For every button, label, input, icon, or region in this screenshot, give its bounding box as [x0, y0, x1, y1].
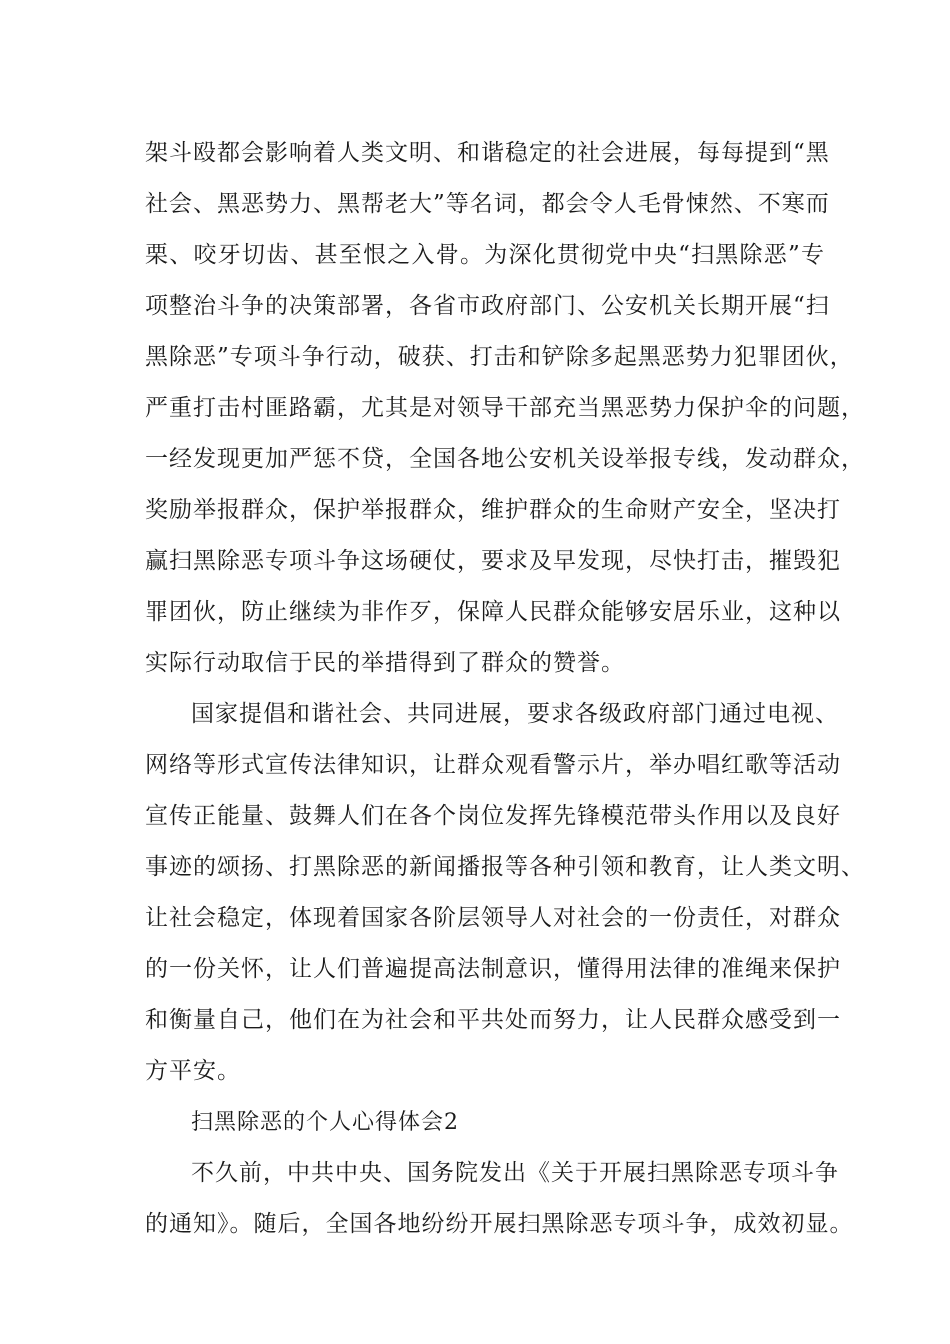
text-line: 实际行动取信于民的举措得到了群众的赞誉。 [145, 650, 625, 676]
text-line: 的一份关怀，让人们普遍提高法制意识，懂得用法律的准绳来保护 [145, 956, 841, 982]
text-line: 不久前，中共中央、国务院发出《关于开展扫黑除恶专项斗争 [191, 1160, 839, 1186]
document-body [145, 128, 865, 1250]
text-line: 赢扫黑除恶专项斗争这场硬仗，要求及早发现，尽快打击，摧毁犯 [145, 548, 841, 574]
text-line: 让社会稳定，体现着国家各阶层领导人对社会的一份责任，对群众 [145, 905, 841, 931]
text-line: 一经发现更加严惩不贷，全国各地公安机关设举报专线，发动群众， [145, 446, 865, 472]
text-line: 事迹的颂扬、打黑除恶的新闻播报等各种引领和教育，让人类文明、 [145, 854, 865, 880]
paragraph [145, 1148, 854, 1250]
text-line: 和衡量自己，他们在为社会和平共处而努力，让人民群众感受到一 [145, 1007, 841, 1033]
paragraph [145, 128, 865, 689]
text-line: 宣传正能量、鼓舞人们在各个岗位发挥先锋模范带头作用以及良好 [145, 803, 841, 829]
section-heading: 扫黑除恶的个人心得体会2 [191, 1110, 459, 1135]
text-line: 罪团伙，防止继续为非作歹，保障人民群众能够安居乐业，这种以 [145, 599, 841, 625]
text-line: 的通知》。随后，全国各地纷纷开展扫黑除恶专项斗争，成效初显。 [145, 1211, 854, 1237]
text-line: 社会、黑恶势力、黑帮老大”等名词，都会令人毛骨悚然、不寒而 [145, 191, 830, 217]
text-line: 架斗殴都会影响着人类文明、和谐稳定的社会进展，每每提到“黑 [145, 140, 830, 166]
text-line: 国家提倡和谐社会、共同进展，要求各级政府部门通过电视、 [191, 701, 839, 727]
text-line: 黑除恶”专项斗争行动，破获、打击和铲除多起黑恶势力犯罪团伙， [145, 344, 854, 370]
text-line: 项整治斗争的决策部署，各省市政府部门、公安机关长期开展“扫 [145, 293, 830, 319]
text-line: 严重打击村匪路霸，尤其是对领导干部充当黑恶势力保护伞的问题， [145, 395, 865, 421]
text-line: 栗、咬牙切齿、甚至恨之入骨。为深化贯彻党中央“扫黑除恶”专 [145, 242, 825, 268]
text-line: 奖励举报群众，保护举报群众，维护群众的生命财产安全，坚决打 [145, 497, 841, 523]
text-line: 方平安。 [145, 1058, 241, 1084]
paragraph [145, 689, 865, 1097]
text-line: 网络等形式宣传法律知识，让群众观看警示片，举办唱红歌等活动 [145, 752, 841, 778]
